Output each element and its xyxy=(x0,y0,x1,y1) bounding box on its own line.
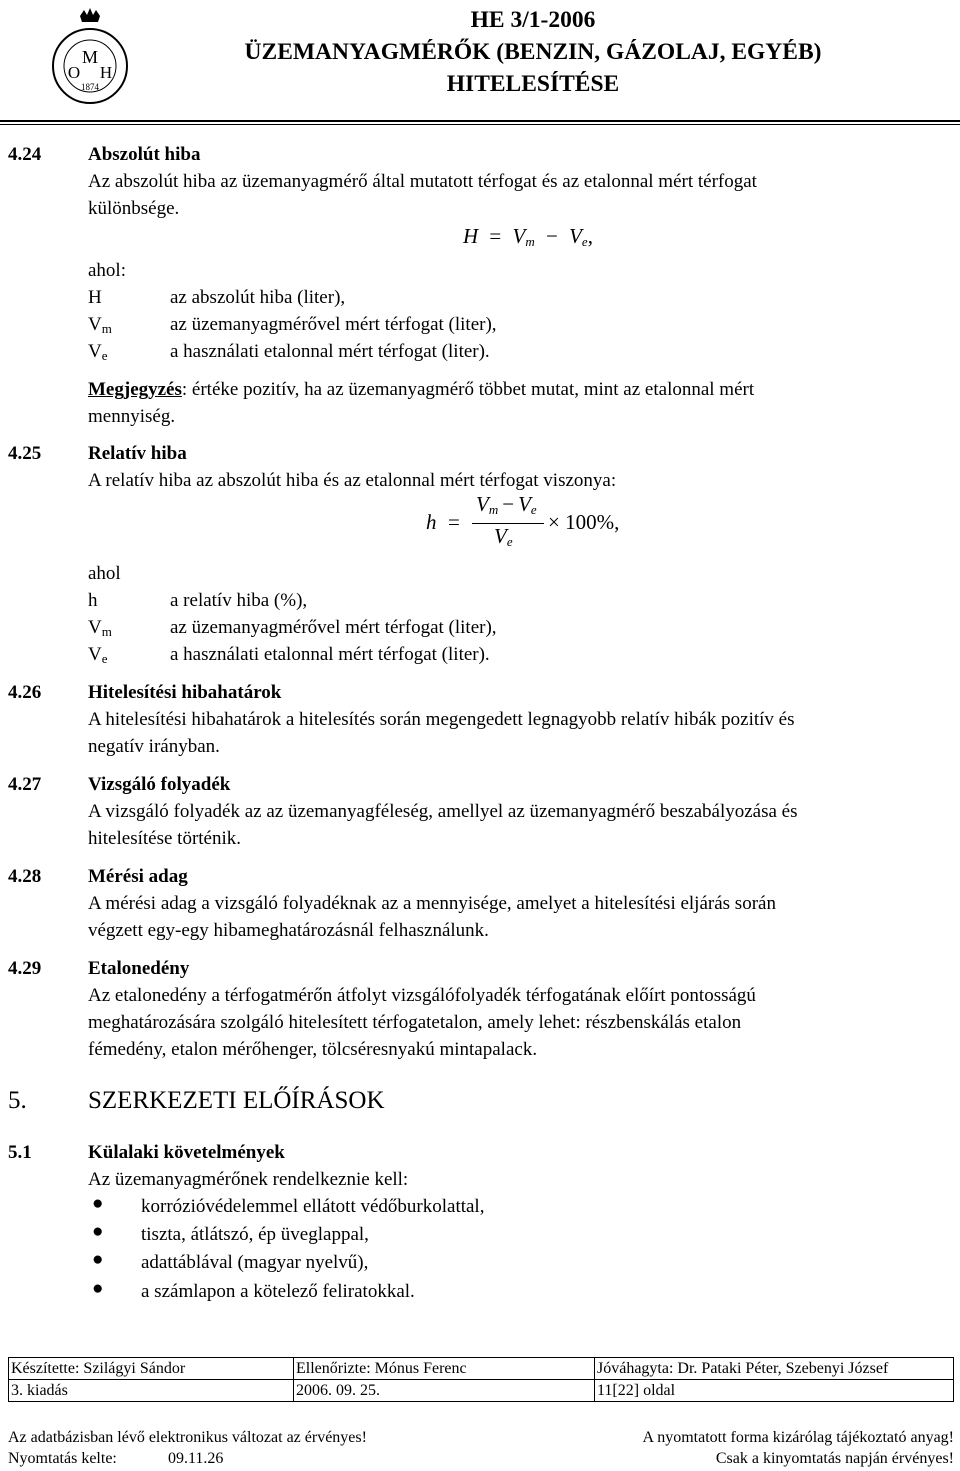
document-code: HE 3/1-2006 xyxy=(470,7,596,33)
def-text: az üzemanyagmérővel mért térfogat (liter), xyxy=(170,314,497,335)
section-number: 4.28 xyxy=(8,866,42,887)
section-number: 5.1 xyxy=(8,1142,32,1163)
svg-text:M: M xyxy=(81,47,99,67)
paragraph-line: negatív irányban. xyxy=(88,736,220,757)
print-date-value: 09.11.26 xyxy=(168,1450,224,1467)
footer-notice: Az adatbázisban lévő elektronikus változat az érvényes! xyxy=(8,1429,367,1446)
header-rule-thin xyxy=(0,124,960,125)
paragraph-line: fémedény, etalon mérőhenger, tölcséresnyakú mintapalack. xyxy=(88,1039,538,1060)
section-title: Etalonedény xyxy=(88,958,190,979)
table-cell: Ellenőrizte: Mónus Ferenc xyxy=(294,1358,595,1380)
table-row xyxy=(9,1358,954,1380)
header-rule xyxy=(0,120,960,122)
def-text: az abszolút hiba (liter), xyxy=(170,287,346,308)
list-item: adattáblával (magyar nyelvű), xyxy=(141,1252,369,1273)
paragraph-line: különbsége. xyxy=(88,198,180,219)
paragraph-line: Az etalonedény a térfogatmérőn átfolyt vizsgálófolyadék térfogatának előírt pontosságú xyxy=(88,985,756,1006)
list-item: korrózióvédelemmel ellátott védőburkolattal, xyxy=(141,1196,485,1217)
def-text: a használati etalonnal mért térfogat (liter). xyxy=(170,341,490,362)
document-title-line1: ÜZEMANYAGMÉRŐK (BENZIN, GÁZOLAJ, EGYÉB) xyxy=(244,39,822,65)
table-cell: 2006. 09. 25. xyxy=(294,1380,595,1402)
bullet-icon: ● xyxy=(92,1278,104,1299)
svg-text:1874: 1874 xyxy=(81,82,99,92)
table-cell: Jóváhagyta: Dr. Pataki Péter, Szebenyi József xyxy=(595,1358,954,1380)
def-text: a relatív hiba (%), xyxy=(170,590,308,611)
relative-error-formula: h = $V_m - V_e$ $V_e$ × 100%, xyxy=(426,492,620,549)
bullet-icon: ● xyxy=(92,1221,104,1242)
bullet-icon: ● xyxy=(92,1249,104,1270)
table-cell: 11[22] oldal xyxy=(595,1380,954,1402)
section-number: 4.25 xyxy=(8,443,42,464)
table-row xyxy=(9,1380,954,1402)
table-cell: 3. kiadás xyxy=(9,1380,294,1402)
chapter-number: 5. xyxy=(8,1087,27,1114)
svg-text:H: H xyxy=(99,63,113,82)
paragraph-line: végzett egy-egy hibameghatározásnál felhasználunk. xyxy=(88,920,489,941)
section-number: 4.26 xyxy=(8,682,42,703)
def-symbol: $V_m$ xyxy=(88,314,112,336)
note-label: Megjegyzés xyxy=(88,379,182,400)
def-symbol: $V_m$ xyxy=(88,617,112,639)
document-title-line2: HITELESÍTÉSE xyxy=(446,71,620,97)
paragraph-line: meghatározására szolgáló hitelesített térfogatetalon, amely lehet: részbenskálás etalon xyxy=(88,1012,742,1033)
section-title: Abszolút hiba xyxy=(88,144,201,165)
def-symbol: $V_e$ xyxy=(88,341,108,363)
absolute-error-formula: $H = V_m - V_e$, xyxy=(463,224,593,249)
approval-table xyxy=(8,1357,954,1402)
chapter-title: SZERKEZETI ELŐÍRÁSOK xyxy=(88,1087,385,1114)
paragraph-line: A vizsgáló folyadék az az üzemanyagféleség, amellyel az üzemanyagmérő beszabályozása és xyxy=(88,801,798,822)
section-title: Vizsgáló folyadék xyxy=(88,774,231,795)
ahol-label: ahol: xyxy=(88,260,126,281)
note-line: Megjegyzés: értéke pozitív, ha az üzemanyagmérő többet mutat, mint az etalonnal mért xyxy=(88,379,755,400)
paragraph-line: Az üzemanyagmérőnek rendelkeznie kell: xyxy=(88,1169,409,1190)
def-text: az üzemanyagmérővel mért térfogat (liter), xyxy=(170,617,497,638)
footer-notice: A nyomtatott forma kizárólag tájékoztató anyag! xyxy=(642,1429,954,1446)
section-title: Külalaki követelmények xyxy=(88,1142,285,1163)
paragraph-line: Az abszolút hiba az üzemanyagmérő által mutatott térfogat és az etalonnal mért térfogat xyxy=(88,171,757,192)
paragraph-line: A mérési adag a vizsgáló folyadéknak az a mennyisége, amelyet a hitelesítési eljárás során xyxy=(88,893,776,914)
table-cell: Készítette: Szilágyi Sándor xyxy=(9,1358,294,1380)
section-number: 4.29 xyxy=(8,958,42,979)
bullet-icon: ● xyxy=(92,1193,104,1214)
def-symbol: H xyxy=(88,287,102,308)
list-item: tiszta, átlátszó, ép üveglappal, xyxy=(141,1224,369,1245)
section-title: Hitelesítési hibahatárok xyxy=(88,682,282,703)
print-date-label: Nyomtatás kelte: xyxy=(8,1450,117,1467)
def-symbol: h xyxy=(88,590,98,611)
section-number: 4.27 xyxy=(8,774,42,795)
section-title: Mérési adag xyxy=(88,866,188,887)
ahol-label: ahol xyxy=(88,563,121,584)
def-text: a használati etalonnal mért térfogat (liter). xyxy=(170,644,490,665)
note-line: mennyiség. xyxy=(88,406,176,427)
footer-notice: Csak a kinyomtatás napján érvényes! xyxy=(715,1450,954,1467)
list-item: a számlapon a kötelező feliratokkal. xyxy=(141,1281,415,1302)
paragraph-line: A hitelesítési hibahatárok a hitelesítés során megengedett legnagyobb relatív hibák pozitív és xyxy=(88,709,795,730)
paragraph-line: A relatív hiba az abszolút hiba és az etalonnal mért térfogat viszonya: xyxy=(88,470,617,491)
section-title: Relatív hiba xyxy=(88,443,187,464)
paragraph-line: hitelesítése történik. xyxy=(88,828,242,849)
svg-text:O: O xyxy=(67,63,81,82)
def-symbol: $V_e$ xyxy=(88,644,108,666)
section-number: 4.24 xyxy=(8,144,42,165)
